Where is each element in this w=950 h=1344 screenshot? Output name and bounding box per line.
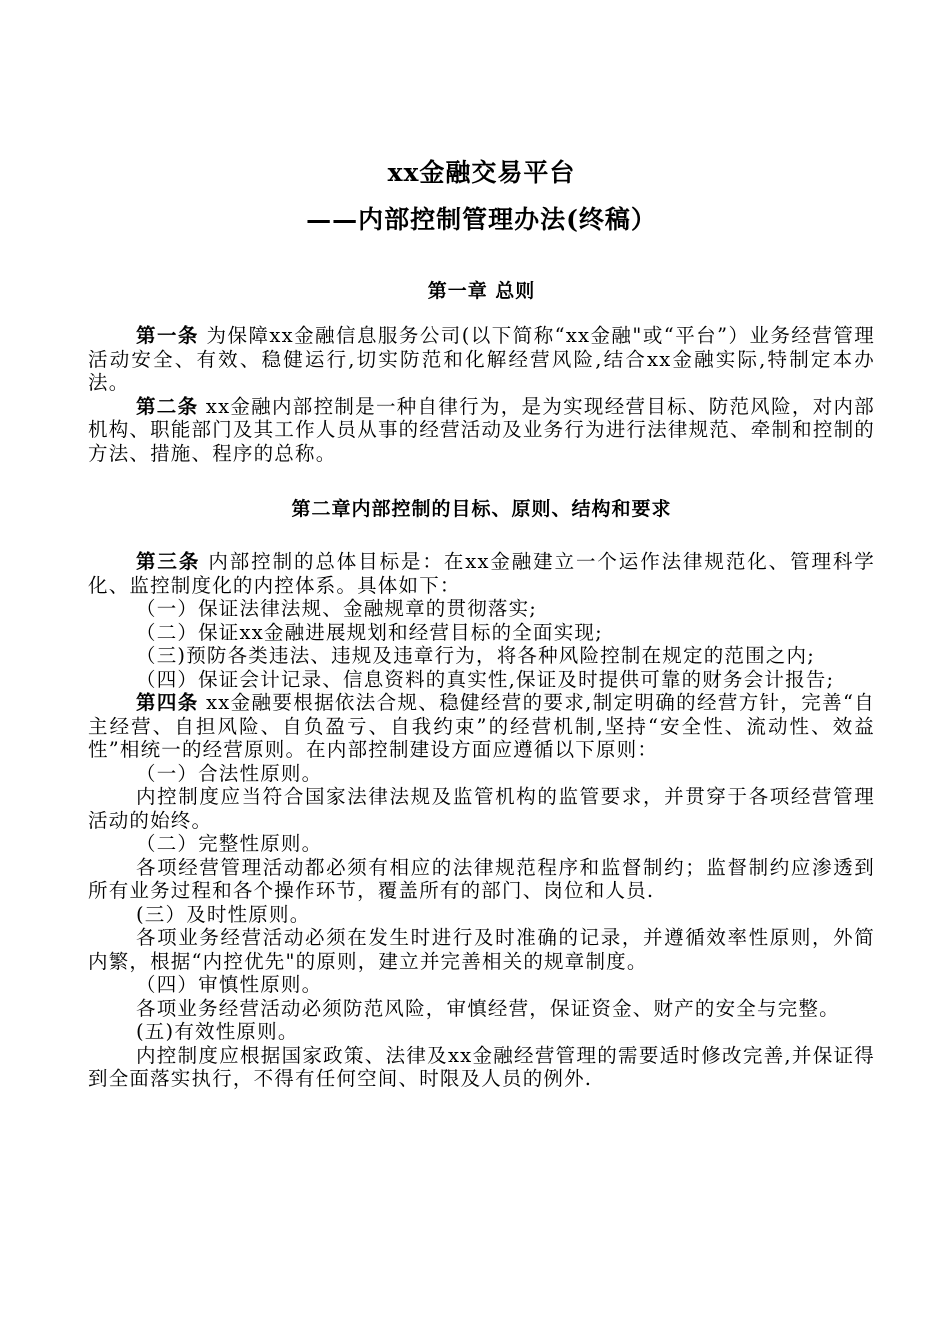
article-4 bbox=[88, 691, 875, 762]
principle-desc: 各项业务经营活动必须防范风险，审慎经营，保证资金、财产的安全与完整。 bbox=[136, 996, 840, 1020]
principle-name: (五)有效性原则。 bbox=[136, 1020, 299, 1043]
principle-desc: 内控制度应当符合国家法律法规及监管机构的监管要求，并贯穿于各项经营管理活动的始终。 bbox=[88, 785, 875, 832]
principle-name: （二）完整性原则。 bbox=[136, 832, 323, 855]
article-3 bbox=[88, 550, 875, 597]
article-3-label: 第三条 bbox=[136, 550, 201, 573]
principle-name: (三）及时性原则。 bbox=[136, 902, 311, 926]
article-2-label: 第二条 bbox=[136, 394, 199, 418]
article-4-label: 第四条 bbox=[136, 691, 199, 714]
principle-name: （四）审慎性原则。 bbox=[136, 973, 323, 996]
document-subtitle: ——内部控制管理办法(终稿） bbox=[306, 205, 657, 234]
goal-item: （二）保证xx金融进展规划和经营目标的全面实现; bbox=[136, 620, 603, 644]
article-2-text: xx金融内部控制是一种自律行为，是为实现经营目标、防范风险，对内部机构、职能部门及其工作人员从事的经营活动及业务行为进行法律规范、牵制和控制的方法、措施、程序的总称。 bbox=[88, 394, 875, 465]
goal-item: （一）保证法律法规、金融规章的贯彻落实; bbox=[136, 597, 538, 620]
principle-desc: 内控制度应根据国家政策、法律及xx金融经营管理的需要适时修改完善,并保证得到全面落实执行，不得有任何空间、时限及人员的例外. bbox=[88, 1043, 875, 1090]
principle-name: （一）合法性原则。 bbox=[136, 761, 323, 785]
goal-item: （四）保证会计记录、信息资料的真实性,保证及时提供可靠的财务会计报告; bbox=[136, 667, 835, 691]
document-title: xx金融交易平台 bbox=[387, 158, 576, 187]
article-3-text: 内部控制的总体目标是：在xx金融建立一个运作法律规范化、管理科学化、监控制度化的内控体系。具体如下： bbox=[88, 550, 875, 597]
article-1-text: 为保障xx金融信息服务公司(以下简称“xx金融"或“平台”）业务经营管理活动安全、有效、稳健运行,切实防范和化解经营风险,结合xx金融实际,特制定本办法。 bbox=[88, 324, 875, 394]
article-1-label: 第一条 bbox=[136, 324, 199, 347]
principle-desc: 各项经营管理活动都必须有相应的法律规范程序和监督制约；监督制约应渗透到所有业务过程和各个操作环节，覆盖所有的部门、岗位和人员. bbox=[88, 855, 875, 902]
goal-item: （三)预防各类违法、违规及违章行为，将各种风险控制在规定的范围之内; bbox=[136, 644, 815, 667]
chapter-1-heading: 第一章 总则 bbox=[427, 280, 536, 302]
article-2 bbox=[88, 395, 875, 466]
article-1 bbox=[88, 324, 875, 395]
principle-desc: 各项业务经营活动必须在发生时进行及时准确的记录，并遵循效率性原则，外简内繁，根据“内控优先"的原则，建立并完善相关的规章制度。 bbox=[88, 926, 875, 973]
article-4-text: xx金融要根据依法合规、稳健经营的要求,制定明确的经营方针，完善“自主经营、自担风险、自负盈亏、自我约束”的经营机制,坚持“安全性、流动性、效益性”相统一的经营原则。在内部控制建设方面应遵循以下原则： bbox=[88, 691, 875, 761]
chapter-2-heading: 第二章内部控制的目标、原则、结构和要求 bbox=[291, 498, 672, 520]
